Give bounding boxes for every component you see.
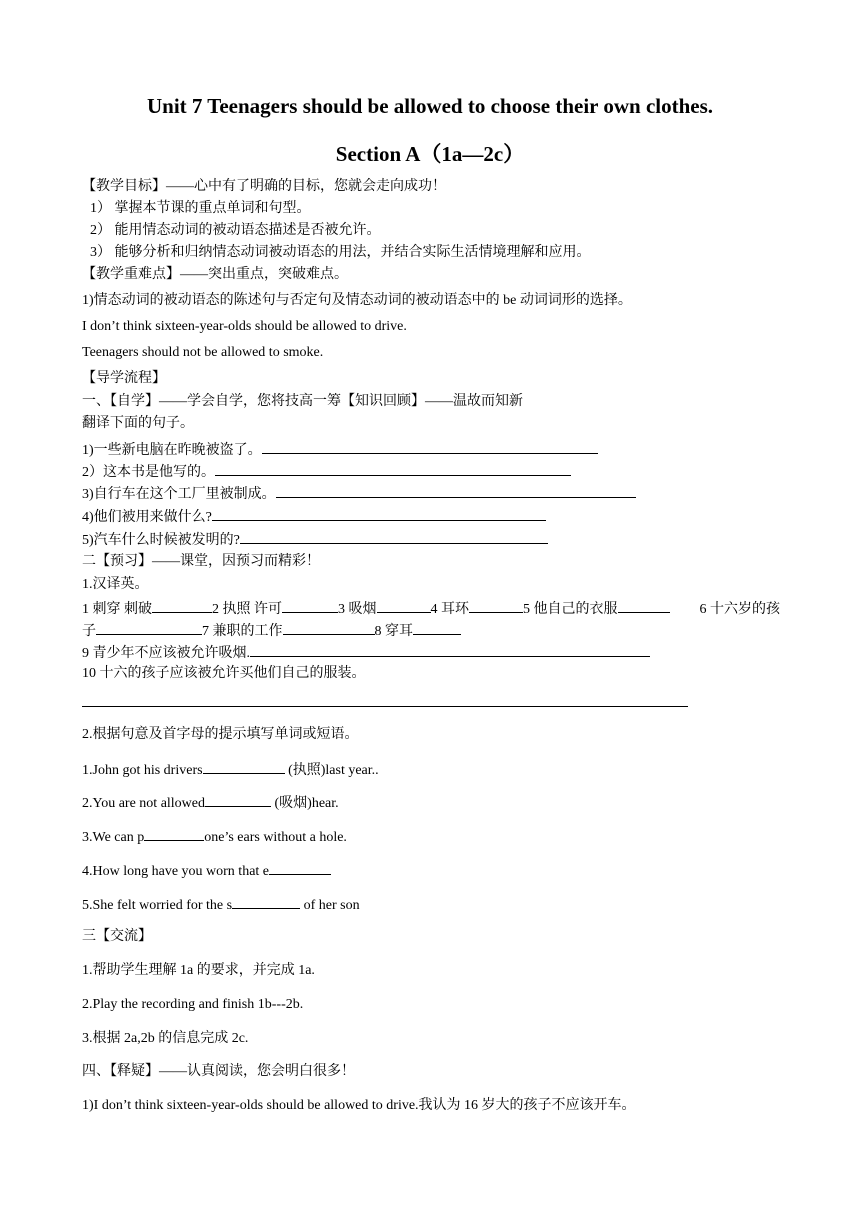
objective-item: 2） 能用情态动词的被动语态描述是否被允许。 bbox=[90, 223, 381, 238]
exchange-heading: 三【交流】 bbox=[82, 929, 152, 944]
answer-blank[interactable] bbox=[262, 440, 598, 454]
difficulty-point: 1)情态动词的被动语态的陈述句与否定句及情态动词的被动语态中的 be 动词词形的选择。 bbox=[82, 293, 632, 308]
vocab-line: 1 刺穿 刺破 2 执照 许可 3 吸烟 4 耳环 5 他自己的衣服 6 十六岁的孩 bbox=[82, 599, 780, 619]
answer-blank[interactable] bbox=[96, 621, 202, 635]
answer-blank[interactable] bbox=[469, 599, 523, 613]
task-fill-in: 2.根据句意及首字母的提示填写单词或短语。 bbox=[82, 727, 359, 742]
fill-item: 5.She felt worried for the s of her son bbox=[82, 895, 360, 915]
vocab-line: 子 7 兼职的工作 8 穿耳 bbox=[82, 621, 461, 641]
explain-heading: 四、【释疑】——认真阅读，您会明白很多！ bbox=[82, 1064, 355, 1079]
fill-item: 1.John got his drivers (执照)last year.. bbox=[82, 760, 379, 780]
self-study-heading: 一、【自学】——学会自学，您将技高一筹【知识回顾】——温故而知新 bbox=[82, 394, 523, 409]
objectives-heading: 【教学目标】——心中有了明确的目标，您就会走向成功！ bbox=[82, 179, 446, 194]
exchange-item: 3.根据 2a,2b 的信息完成 2c. bbox=[82, 1031, 249, 1046]
fill-item: 3.We can p one’s ears without a hole. bbox=[82, 827, 347, 847]
answer-blank[interactable] bbox=[232, 895, 300, 909]
answer-blank[interactable] bbox=[152, 599, 212, 613]
section-subtitle: Section A（1a—2c） bbox=[335, 142, 525, 166]
vocab-item-10: 10 十六的孩子应该被允许买他们自己的服装。 bbox=[82, 666, 366, 681]
explain-item: 1)I don’t think sixteen-year-olds should be allowed to drive.我认为 16 岁大的孩子不应该开车。 bbox=[82, 1098, 636, 1113]
answer-blank[interactable] bbox=[212, 507, 546, 521]
translation-item: 4)他们被用来做什么? bbox=[82, 507, 546, 527]
preview-heading: 二【预习】——课堂，因预习而精彩！ bbox=[82, 554, 320, 569]
answer-blank[interactable] bbox=[377, 599, 431, 613]
example-sentence: I don’t think sixteen-year-olds should be allowed to drive. bbox=[82, 319, 407, 334]
translation-item: 3)自行车在这个工厂里被制成。 bbox=[82, 484, 636, 504]
difficulties-heading: 【教学重难点】——突出重点，突破难点。 bbox=[82, 267, 348, 282]
answer-blank[interactable] bbox=[618, 599, 670, 613]
example-sentence: Teenagers should not be allowed to smoke. bbox=[82, 345, 324, 360]
self-study-instruction: 翻译下面的句子。 bbox=[82, 416, 194, 431]
answer-line[interactable] bbox=[82, 706, 688, 707]
page-title: Unit 7 Teenagers should be allowed to choose their own clothes. bbox=[146, 94, 714, 118]
translation-item: 1)一些新电脑在昨晚被盗了。 bbox=[82, 440, 598, 460]
task-translate: 1.汉译英。 bbox=[82, 577, 149, 592]
vocab-item-9: 9 青少年不应该被允许吸烟. bbox=[82, 643, 650, 663]
objective-item: 1） 掌握本节课的重点单词和句型。 bbox=[90, 201, 311, 216]
objective-item: 3） 能够分析和归纳情态动词被动语态的用法，并结合实际生活情境理解和应用。 bbox=[90, 245, 591, 260]
answer-blank[interactable] bbox=[215, 462, 571, 476]
fill-item: 2.You are not allowed (吸烟)hear. bbox=[82, 793, 339, 813]
exchange-item: 2.Play the recording and finish 1b---2b. bbox=[82, 997, 304, 1012]
fill-item: 4.How long have you worn that e bbox=[82, 861, 331, 881]
answer-blank[interactable] bbox=[240, 530, 548, 544]
exchange-item: 1.帮助学生理解 1a 的要求，并完成 1a. bbox=[82, 963, 315, 978]
answer-blank[interactable] bbox=[283, 621, 375, 635]
answer-blank[interactable] bbox=[413, 621, 461, 635]
answer-blank[interactable] bbox=[203, 760, 285, 774]
translation-item: 2）这本书是他写的。 bbox=[82, 462, 571, 482]
translation-item: 5)汽车什么时候被发明的? bbox=[82, 530, 548, 550]
answer-blank[interactable] bbox=[205, 793, 271, 807]
answer-blank[interactable] bbox=[282, 599, 338, 613]
answer-blank[interactable] bbox=[269, 861, 331, 875]
flow-heading: 【导学流程】 bbox=[82, 371, 166, 386]
answer-blank[interactable] bbox=[144, 827, 204, 841]
answer-blank[interactable] bbox=[276, 484, 636, 498]
answer-blank[interactable] bbox=[250, 643, 650, 657]
